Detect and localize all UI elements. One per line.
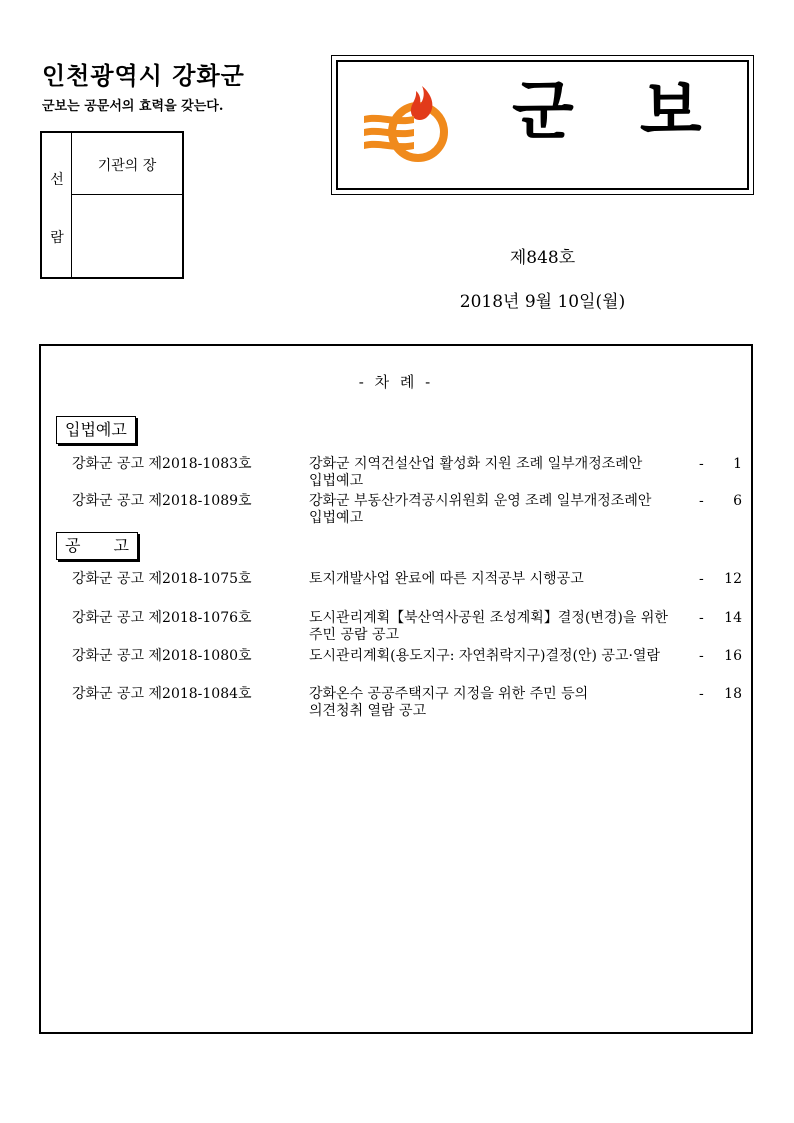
bulletin-motto: 군보는 공문서의 효력을 갖는다. — [42, 99, 224, 114]
entry-number: 강화군 공고 제2018-1083호 — [72, 456, 252, 472]
entry-dash: - — [699, 686, 704, 702]
entry-dash: - — [699, 456, 704, 472]
entry-page: 12 — [724, 571, 742, 587]
issue-date: 2018년 9월 10일(월) — [459, 292, 626, 312]
logo-wave-1 — [364, 115, 414, 124]
county-logo-icon — [360, 76, 450, 166]
approval-side — [42, 133, 72, 277]
entry-title-line2: 입법예고 — [309, 510, 364, 526]
entry-dash: - — [699, 571, 704, 587]
entry-title — [309, 493, 699, 527]
entry-number: 강화군 공고 제2018-1076호 — [72, 610, 252, 626]
entry-number: 강화군 공고 제2018-1075호 — [72, 571, 252, 587]
section-label-legislation: 입법예고 — [56, 416, 136, 444]
logo-flame-shape — [411, 86, 433, 120]
entry-number: 강화군 공고 제2018-1089호 — [72, 493, 252, 509]
entry-dash: - — [699, 610, 704, 626]
entry-number: 강화군 공고 제2018-1084호 — [72, 686, 252, 702]
approval-head-label: 기관의 장 — [97, 158, 157, 174]
entry-title-line1: 도시관리계획(용도지구: 자연취락지구)결정(안) 공고·열람 — [309, 648, 660, 664]
bulletin-banner — [331, 55, 768, 195]
logo-wave-3 — [364, 141, 414, 150]
approval-head-cell — [72, 133, 182, 195]
entry-page: 14 — [724, 610, 742, 626]
entry-page: 6 — [733, 493, 742, 509]
section-label-notice: 공 고 — [56, 532, 138, 560]
approval-side-top: 선 — [50, 172, 64, 188]
entry-page: 16 — [724, 648, 742, 664]
entry-dash: - — [699, 493, 704, 509]
entry-number: 강화군 공고 제2018-1080호 — [72, 648, 252, 664]
entry-title-line2: 입법예고 — [309, 473, 364, 489]
city-name: 인천광역시 강화군 — [42, 62, 245, 90]
entry-title — [309, 571, 699, 588]
toc-title: - 차 례 - — [358, 373, 434, 391]
approval-box — [40, 131, 184, 279]
approval-side-bottom: 람 — [50, 230, 64, 246]
entry-page: 18 — [724, 686, 742, 702]
entry-dash: - — [699, 648, 704, 664]
entry-title-line1: 강화군 지역건설산업 활성화 지원 조례 일부개정조례안 — [309, 456, 643, 472]
entry-title — [309, 686, 699, 720]
entry-title-line2: 주민 공람 공고 — [309, 627, 400, 643]
entry-title — [309, 610, 699, 644]
entry-title-line1: 토지개발사업 완료에 따른 지적공부 시행공고 — [309, 571, 584, 587]
table-of-contents — [39, 344, 753, 1034]
entry-title-line1: 강화군 부동산가격공시위원회 운영 조례 일부개정조례안 — [309, 493, 652, 509]
entry-title-line1: 도시관리계획【북산역사공원 조성계획】결정(변경)을 위한 — [309, 610, 668, 626]
entry-title-line2: 의견청취 열람 공고 — [309, 703, 427, 719]
entry-title — [309, 456, 699, 490]
issue-number: 제848호 — [509, 248, 576, 268]
entry-title — [309, 648, 699, 665]
entry-title-line1: 강화온수 공공주택지구 지정을 위한 주민 등의 — [309, 686, 589, 702]
logo-wave-2 — [364, 128, 414, 137]
entry-page: 1 — [733, 456, 742, 472]
bulletin-title: 군보 — [512, 75, 768, 149]
